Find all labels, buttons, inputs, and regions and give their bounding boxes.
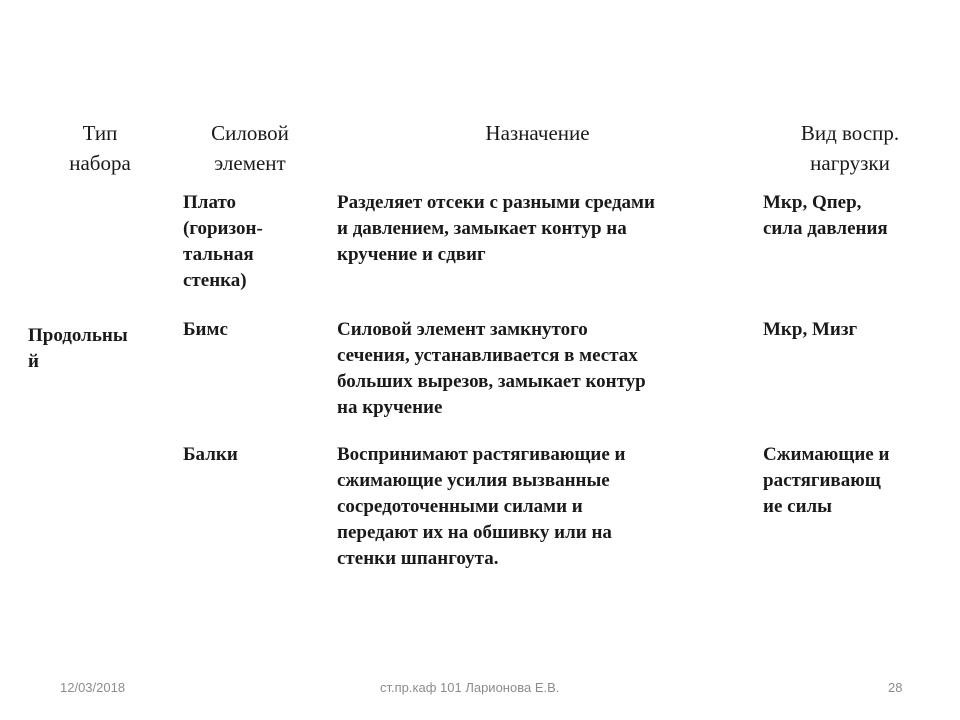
row-3-purpose: Воспринимают растягивающие и сжимающие усилия вызванные сосредоточенными силами и передают их на обшивку или на стенки шпангоута. — [337, 444, 626, 569]
row-2-load: Мкр, Мизг — [763, 319, 858, 340]
row-3-load: Сжимающие и растягивающ ие силы — [763, 444, 890, 517]
row-2-purpose: Силовой элемент замкнутого сечения, устанавливается в местах больших вырезов, замыкает контур на кручение — [337, 319, 646, 418]
row-3-element: Балки — [183, 444, 238, 465]
row-1-purpose: Разделяет отсеки с разными средами и давлением, замыкает контур на кручение и сдвиг — [337, 192, 655, 265]
row-2-element: Бимс — [183, 319, 228, 340]
footer-page-number: 28 — [888, 680, 903, 695]
header-load: Вид воспр. нагрузки — [800, 121, 900, 175]
row-1-element: Плато (горизон- тальная стенка) — [183, 192, 263, 291]
header-element: Силовой элемент — [211, 121, 289, 175]
group-label: Продольны й — [28, 325, 128, 372]
header-type: Тип набора — [69, 121, 131, 175]
footer-date: 12/03/2018 — [60, 680, 126, 695]
footer-author: ст.пр.каф 101 Ларионова Е.В. — [380, 680, 560, 695]
row-1-load: Мкр, Qпер, сила давления — [763, 192, 888, 239]
header-purpose: Назначение — [485, 121, 590, 145]
